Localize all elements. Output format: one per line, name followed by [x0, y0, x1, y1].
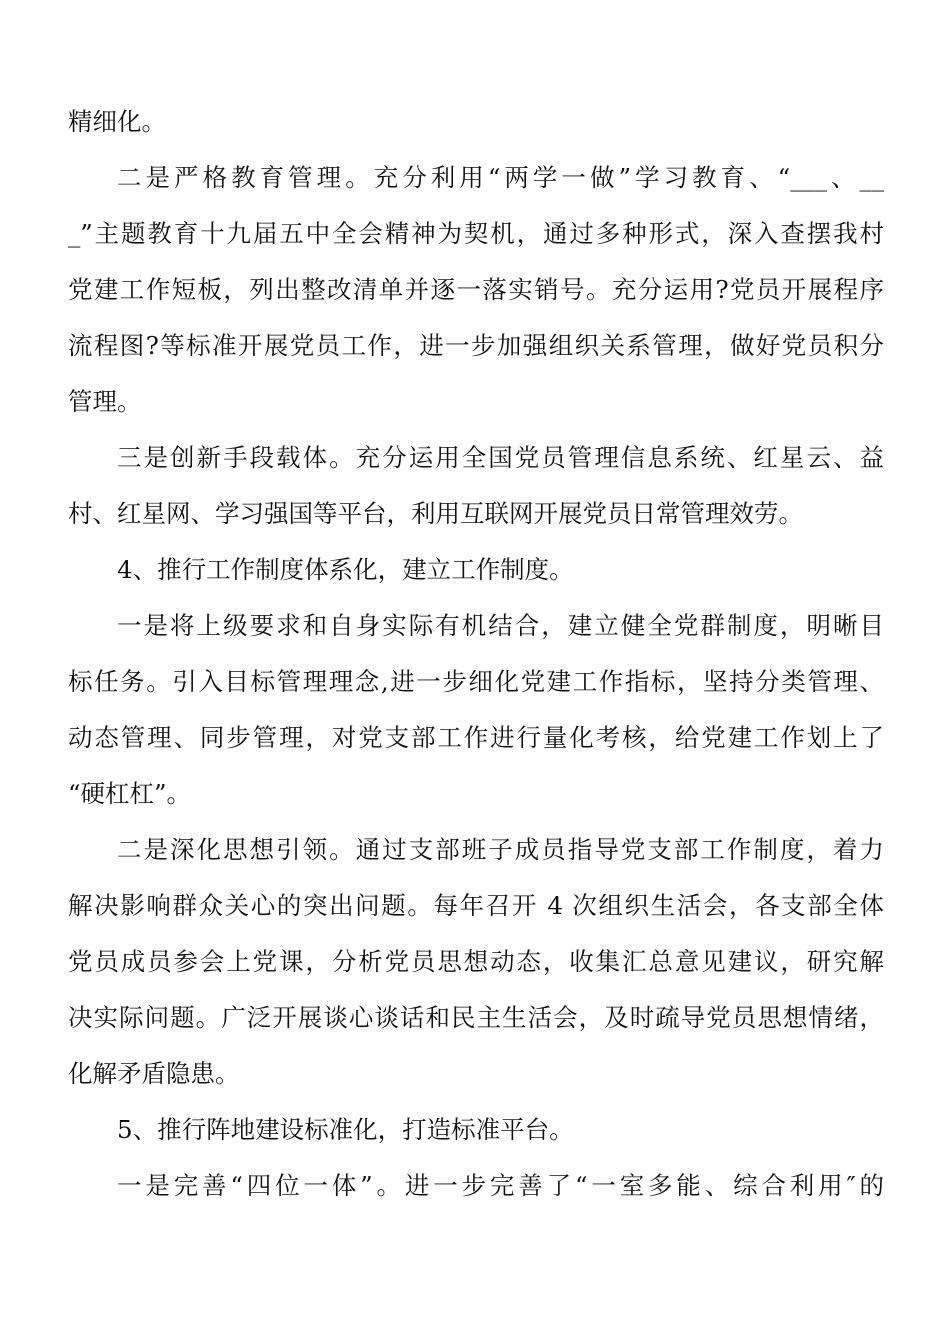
paragraph-first-line: 三是创新手段载体。充分运用全国党员管理信息系统、红星云、益 — [117, 443, 884, 472]
text-line: 标任务。引入目标管理理念,进一步细化党建工作指标，坚持分类管理、 — [68, 667, 884, 696]
paragraph-first-line: 一是完善“四位一体”。进一步完善了“一室多能、综合利用″的 — [117, 1171, 884, 1200]
text-line: 动态管理、同步管理，对党支部工作进行量化考核，给党建工作划上了 — [68, 723, 884, 752]
text-line: _”主题教育十九届五中全会精神为契机，通过多种形式，深入查摆我村 — [68, 219, 884, 248]
section-heading: 5、推行阵地建设标准化，打造标准平台。 — [117, 1115, 574, 1144]
text-line: 化解矛盾隐患。 — [68, 1059, 240, 1088]
text-line: 流程图?等标准开展党员工作，进一步加强组织关系管理，做好党员积分 — [68, 331, 884, 360]
document-body — [68, 94, 884, 1214]
text-line: 村、红星网、学习强国等平台，利用互联网开展党员日常管理效劳。 — [68, 499, 803, 528]
text-line: 决实际问题。广泛开展谈心谈话和民主生活会，及时疏导党员思想情绪， — [68, 1003, 884, 1032]
text-line: 精细化。 — [68, 107, 166, 136]
paragraph-first-line: 二是深化思想引领。通过支部班子成员指导党支部工作制度，着力 — [117, 835, 884, 864]
text-line: 党建工作短板，列出整改清单并逐一落实销号。充分运用?党员开展程序 — [68, 275, 884, 304]
paragraph-first-line: 二是严格教育管理。充分利用“两学一做”学习教育、“___、__ — [117, 163, 884, 192]
section-heading: 4、推行工作制度体系化，建立工作制度。 — [117, 555, 574, 584]
paragraph-first-line: 一是将上级要求和自身实际有机结合，建立健全党群制度，明晰目 — [117, 611, 884, 640]
text-line: “硬杠杠”。 — [68, 779, 192, 808]
text-line: 解决影响群众关心的突出问题。每年召开 4 次组织生活会，各支部全体 — [68, 891, 884, 920]
text-line: 管理。 — [68, 387, 142, 416]
text-line: 党员成员参会上党课，分析党员思想动态，收集汇总意见建议，研究解 — [68, 947, 884, 976]
